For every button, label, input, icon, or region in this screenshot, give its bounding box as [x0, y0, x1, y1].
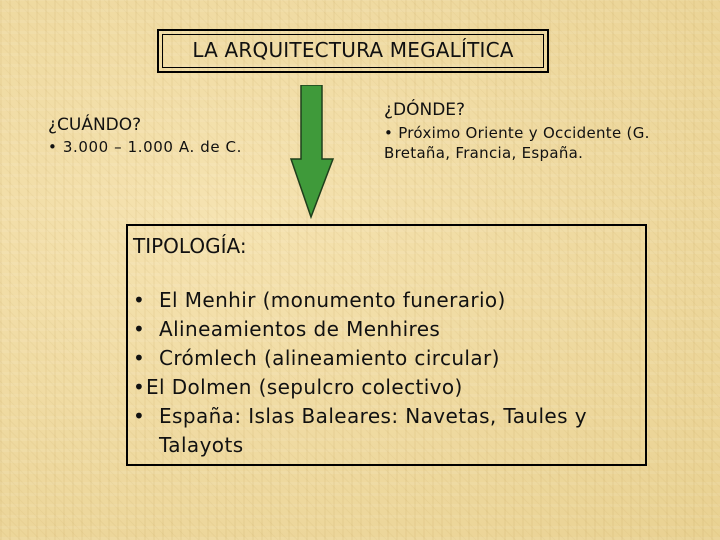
- list-item: [133, 286, 638, 315]
- cuando-heading: ¿CUÁNDO?: [48, 115, 142, 135]
- tipologia-box: [126, 224, 647, 466]
- bullet: •: [133, 404, 146, 428]
- list-item: [133, 315, 638, 344]
- cuando-section: [48, 115, 242, 156]
- bullet: •: [133, 346, 146, 370]
- list-item: [133, 373, 638, 402]
- cuando-item: • 3.000 – 1.000 A. de C.: [48, 138, 242, 156]
- title-box: [157, 29, 549, 73]
- down-arrow-icon: [289, 85, 335, 219]
- bullet: •: [133, 317, 146, 341]
- bullet: •: [133, 375, 146, 399]
- list-item: [133, 402, 638, 460]
- list-item-text: España: Islas Baleares: Navetas, Taules y Talayots: [159, 404, 587, 457]
- slide-title: LA ARQUITECTURA MEGALÍTICA: [192, 38, 514, 62]
- bullet: •: [133, 288, 146, 312]
- list-item: [133, 344, 638, 373]
- tipologia-heading: TIPOLOGÍA:: [133, 234, 247, 258]
- list-item-text: El Dolmen (sepulcro colectivo): [146, 375, 463, 399]
- list-item-text: El Menhir (monumento funerario): [159, 288, 506, 312]
- donde-item: • Próximo Oriente y Occidente (G. Bretaña, Francia, España.: [384, 124, 650, 162]
- list-item-text: Alineamientos de Menhires: [159, 317, 441, 341]
- tipologia-list: [133, 286, 638, 460]
- donde-heading: ¿DÓNDE?: [384, 100, 466, 120]
- list-item-text: Crómlech (alineamiento circular): [159, 346, 500, 370]
- donde-section: [384, 100, 684, 163]
